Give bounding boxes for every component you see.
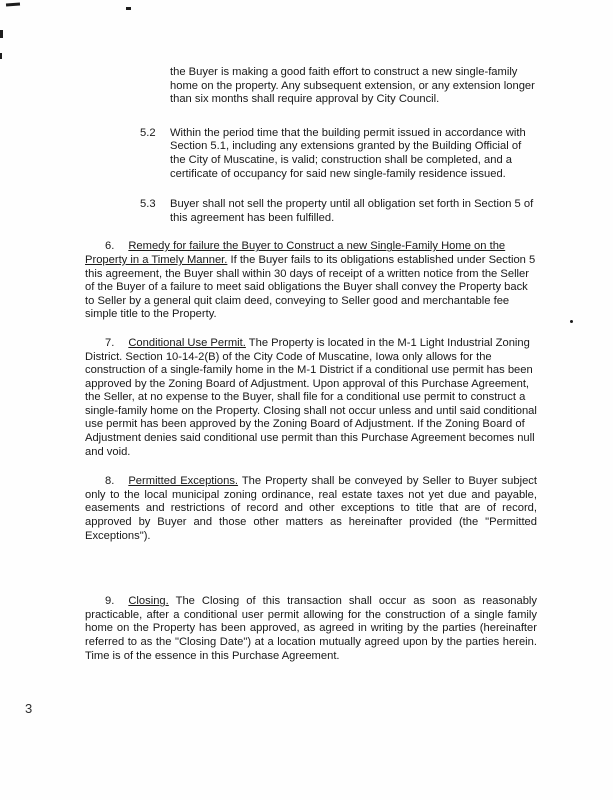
section-paragraph-9 (85, 595, 537, 663)
section-number: 6. (105, 240, 115, 253)
section-heading: Closing. (128, 595, 169, 608)
clause-number: 5.2 (140, 126, 156, 139)
section-paragraph-6 (85, 240, 537, 322)
section-number: 9. (105, 595, 115, 608)
section-paragraph-8 (85, 475, 537, 543)
section-body: If the Buyer fails to its obligations established under Section 5 this agreement, the Buyer shall within 30 days of receipt of a written notice from the Seller of the Buyer of a failure to meet said obligations the Buyer shall convey the Property back to Seller by a general quit claim deed, conveying to Seller good and merchantable fee simple title to the Property. (85, 253, 536, 321)
clause-5-2 (140, 127, 537, 181)
section-body: The Closing of this transaction shall occur as soon as reasonably practicable, after a conditional user permit allowing for the construction of a single family home on the Property has been approved, as agreed in writing by the parties (hereinafter referred to as the "Closing Date") at a location mutually agreed upon by the parties herein. Time is of the essence in this Purchase Agreement. (85, 595, 538, 662)
section-heading: Remedy for failure the Buyer to Construct a new Single-Family Home on the Property in a Timely Manner. (85, 240, 506, 266)
section-body: The Property is located in the M-1 Light Industrial Zoning District. Section 10-14-2(B) of the City Code of Muscatine, Iowa only allows for the construction of a single-family home in the M-1 District if a conditional use permit has been approved by the Zoning Board of Adjustment. Upon approval of this Purchase Agreement, the Seller, at no expense to the Buyer, shall file for a conditional use permit to construct a single-family home on the Property. Closing shall not occur unless and until said conditional use permit has been approved by the Zoning Board of Adjustment. If the Zoning Board of Adjustment denies said conditional use permit than this Purchase Agreement becomes null and void. (85, 336, 537, 458)
scan-artifact (570, 320, 573, 323)
scan-artifact (0, 53, 2, 59)
section-number: 7. (105, 336, 115, 349)
clause-text: Within the period time that the building permit issued in accordance with Section 5.1, including any extensions granted by the Building Official of the City of Muscatine, is valid; construction shall be completed, and a certificate of occupancy for said new single-family residence issued. (170, 126, 526, 180)
section-paragraph-7 (85, 337, 537, 459)
scan-artifact (6, 3, 20, 7)
page-number: 3 (25, 701, 33, 716)
document-body (85, 66, 537, 678)
scan-artifact (0, 30, 3, 38)
section-number: 8. (105, 475, 115, 488)
section-heading: Conditional Use Permit. (128, 336, 246, 349)
clause-5-3 (140, 198, 537, 225)
section-heading: Permitted Exceptions. (128, 475, 239, 488)
scan-artifact (126, 7, 131, 10)
clause-number: 5.3 (140, 198, 156, 211)
section-body: The Property shall be conveyed by Seller to Buyer subject only to the local municipal zoning ordinance, real estate taxes not yet due and payable, easements and restrictions of record and other exceptions to title that are of record, approved by Buyer and those other matters as hereinafter provided (the "Permitted Exceptions"). (85, 475, 537, 542)
clause-text: Buyer shall not sell the property until all obligation set forth in Section 5 of this agreement has been fulfilled. (170, 198, 534, 224)
continuation-paragraph: the Buyer is making a good faith effort to construct a new single-family home on the property. Any subsequent extension, or any extension longer than six months shall require approval by City Council. (170, 66, 535, 106)
